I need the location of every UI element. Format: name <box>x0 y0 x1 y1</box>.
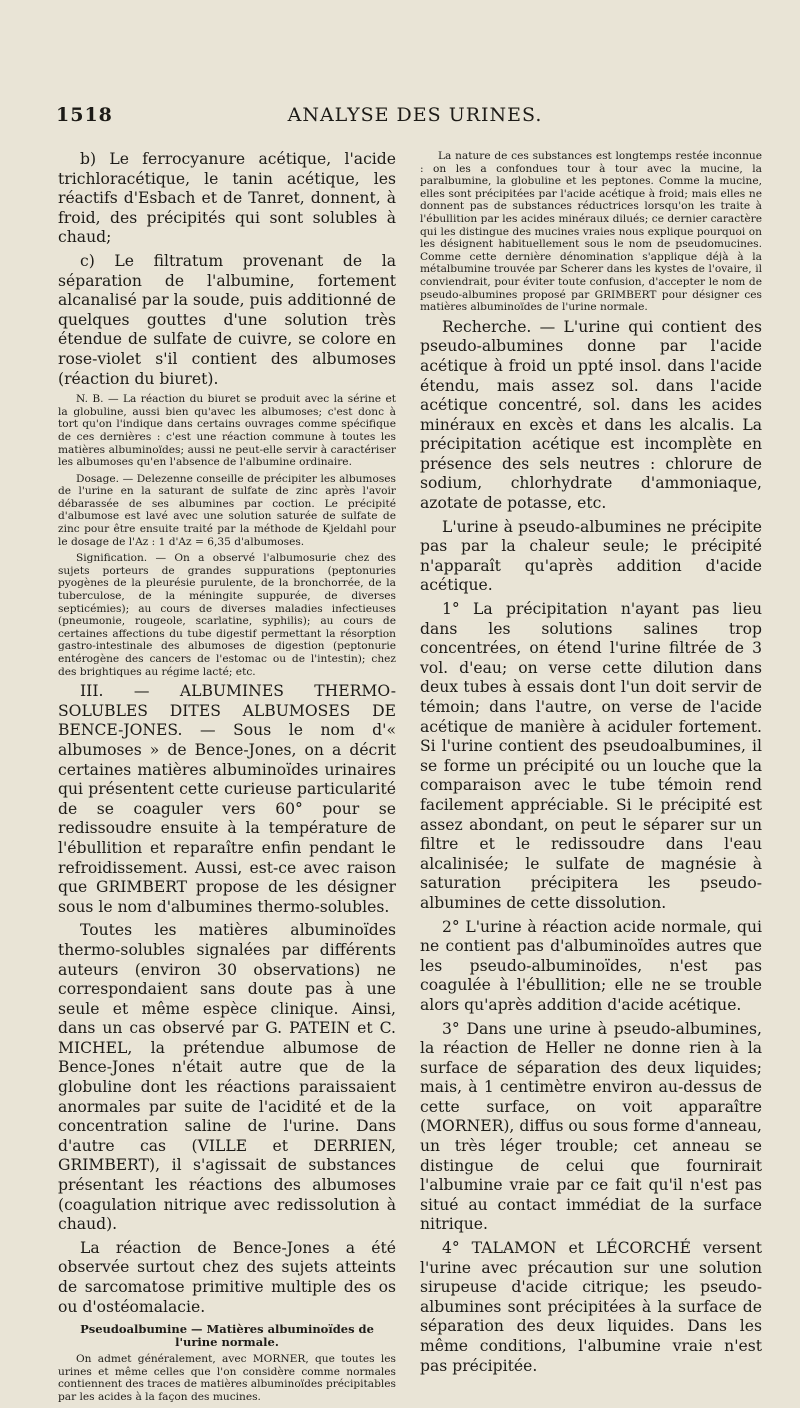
paragraph-recherche: Recherche. — L'urine qui contient des pseudo-albumines donne par l'acide acétique à froid un ppté insol. dans l'acide étendu, mais assez sol. dans l'acide acétique concentré, sol. dans les acides minéraux en excès et dans les alcalis. La précipitation acétique est incomplète en présence des sels neutres : chlorure de sodium, chlorhydrate d'ammoniaque, azotate de potasse, etc. <box>420 317 762 513</box>
paragraph: Toutes les matières albuminoïdes thermo-solubles signalées par différents auteurs (environ 30 observations) ne correspondaient sans doute pas à une seule et même espèce clinique. Ainsi, dans un cas observé par G. PATEIN et C. MICHEL, la prétendue albumose de Bence-Jones n'était autre que de la globuline dont les réactions paraissaient anormales par suite de l'acidité et de la concentration saline de l'urine. Dans d'autre cas (VILLE et DERRIEN, GRIMBERT), il s'agissait de substances présentant les réactions des albumoses (coagulation nitrique avec redissolution à chaud). <box>58 921 396 1234</box>
paragraph-step-4: 4° TALAMON et LÉCORCHÉ versent l'urine avec précaution sur une solution sirupeuse d'acide citrique; les pseudo-albumines sont précipitées à la surface de séparation des deux liquides. Dans les même conditions, l'albumine vraie n'est pas précipitée. <box>420 1239 762 1375</box>
right-column <box>420 150 762 1380</box>
running-title: ANALYSE DES URINES. <box>287 104 543 126</box>
note-signification: Signification. — On a observé l'albumosurie chez des sujets porteurs de grandes suppurations (peptonuries pyogènes de la pleurésie purulente, de la bronchorrée, de la tuberculose, de la méningite suppurée, de diverses septicémies); au cours de diverses maladies infectieuses (pneumonie, rougeole, scarlatine, syphilis); au cours de certaines affections du tube digestif permettant la résorption gastro-intestinale des albumoses de digestion (peptonurie entérogène des cancers de l'estomac ou de l'intestin); chez des brightiques au régime lacté; etc. <box>58 552 396 678</box>
note-dosage: Dosage. — Delezenne conseille de précipiter les albumoses de l'urine en la saturant de sulfate de zinc après l'avoir débarassée de ses albumines par coction. Le précipité d'albumose est lavé avec une solution saturée de sulfate de zinc pour être ensuite traité par la méthode de Kjeldahl pour le dosage de l'Az : 1 d'Az = 6,35 d'albumoses. <box>58 472 396 548</box>
paragraph: c) Le filtratum provenant de la séparation de l'albumine, fortement alcanalisé par la soude, puis additionné de quelques gouttes d'une solution très étendue de sulfate de cuivre, se colore en rose-violet s'il contient des albumoses (réaction du biuret). <box>58 251 396 388</box>
paragraph-small: On admet généralement, avec MORNER, que toutes les urines et même celles que l'on considère comme normales contiennent des traces de matières albuminoïdes précipitables par les acides à la façon des mucines. <box>58 1353 396 1403</box>
page-number: 1518 <box>56 104 113 126</box>
page-header <box>56 104 744 126</box>
paragraph: La réaction de Bence-Jones a été observée surtout chez des sujets atteints de sarcomatose primitive multiple des os ou d'ostéomalacie. <box>58 1238 396 1316</box>
note-nb: N. B. — La réaction du biuret se produit avec la sérine et la globuline, aussi bien qu'avec les albumoses; c'est donc à tort qu'on l'indique dans certains ouvrages comme spécifique de ces dernières : c'est une réaction commune à toutes les matières albuminoïdes; aussi ne peut-elle servir à caractériser les albumoses qu'en l'absence de l'albumine ordinaire. <box>58 393 396 469</box>
section-heading-pseudoalbumine: Pseudoalbumine — Matières albuminoïdes de l'urine normale. <box>80 1322 374 1350</box>
left-column <box>58 150 396 1408</box>
paragraph: b) Le ferrocyanure acétique, l'acide trichloracétique, le tanin acétique, les réactifs d'Esbach et de Tanret, donnent, à froid, des précipités qui sont solubles à chaud; <box>58 150 396 247</box>
paragraph: L'urine à pseudo-albumines ne précipite pas par la chaleur seule; le précipité n'apparaît qu'après addition d'acide acétique. <box>420 517 762 595</box>
paragraph-step-1: 1° La précipitation n'ayant pas lieu dans les solutions salines trop concentrées, on étend l'urine filtrée de 3 vol. d'eau; on verse cette dilution dans deux tubes à essais dont l'un doit servir de témoin; dans l'autre, on verse de l'acide acétique de manière à aciduler fortement. Si l'urine contient des pseudoalbumines, il se forme un précipité ou un louche que la comparaison avec le tube témoin rend facilement appréciable. Si le précipité est assez abondant, on peut le séparer sur un filtre et le redissoudre dans l'eau alcalinisée; le sulfate de magnésie à saturation précipitera les pseudo-albumines de cette dissolution. <box>420 600 762 912</box>
section-albumines-thermo-solubles: III. — ALBUMINES THERMO-SOLUBLES DITES ALBUMOSES DE BENCE-JONES. — Sous le nom d'« albumoses » de Bence-Jones, on a décrit certaines matières albuminoïdes urinaires qui présentent cette curieuse particularité de se coaguler vers 60° pour se redissoudre ensuite à la température de l'ébullition et reparaître enfin pendant le refroidissement. Aussi, est-ce avec raison que GRIMBERT propose de les désigner sous le nom d'albumines thermo-solubles. <box>58 682 396 916</box>
paragraph-step-2: 2° L'urine à réaction acide normale, qui ne contient pas d'albuminoïdes autres que les pseudo-albuminoïdes, n'est pas coagulée à l'ébullition; elle ne se trouble alors qu'après addition d'acide acétique. <box>420 917 762 1014</box>
paragraph-step-3: 3° Dans une urine à pseudo-albumines, la réaction de Heller ne donne rien à la surface de séparation des deux liquides; mais, à 1 centimètre environ au-dessus de cette surface, on voit apparaître (MORNER), diffus ou sous forme d'anneau, un très léger trouble; cet anneau se distingue de celui que fournirait l'albumine vraie par ce fait qu'il n'est pas situé au contact immédiat de la surface nitrique. <box>420 1019 762 1234</box>
paragraph-small: La nature de ces substances est longtemps restée inconnue : on les a confondues tour à tour avec la mucine, la paralbumine, la globuline et les peptones. Comme la mucine, elles sont précipitées par l'acide acétique à froid; mais elles ne donnent pas de substances réductrices lorsqu'on les traite à l'ébullition par les acides minéraux dilués; ce dernier caractère qui les distingue des mucines vraies nous explique pourquoi on les désignent habituellement sous le nom de pseudomucines. Comme cette dernière dénomination s'applique déjà à la métalbumine trouvée par Scherer dans les kystes de l'ovaire, il conviendrait, pour éviter toute confusion, d'accepter le nom de pseudo-albumines proposé par GRIMBERT pour désigner ces matières albuminoïdes de l'urine normale. <box>420 150 762 314</box>
